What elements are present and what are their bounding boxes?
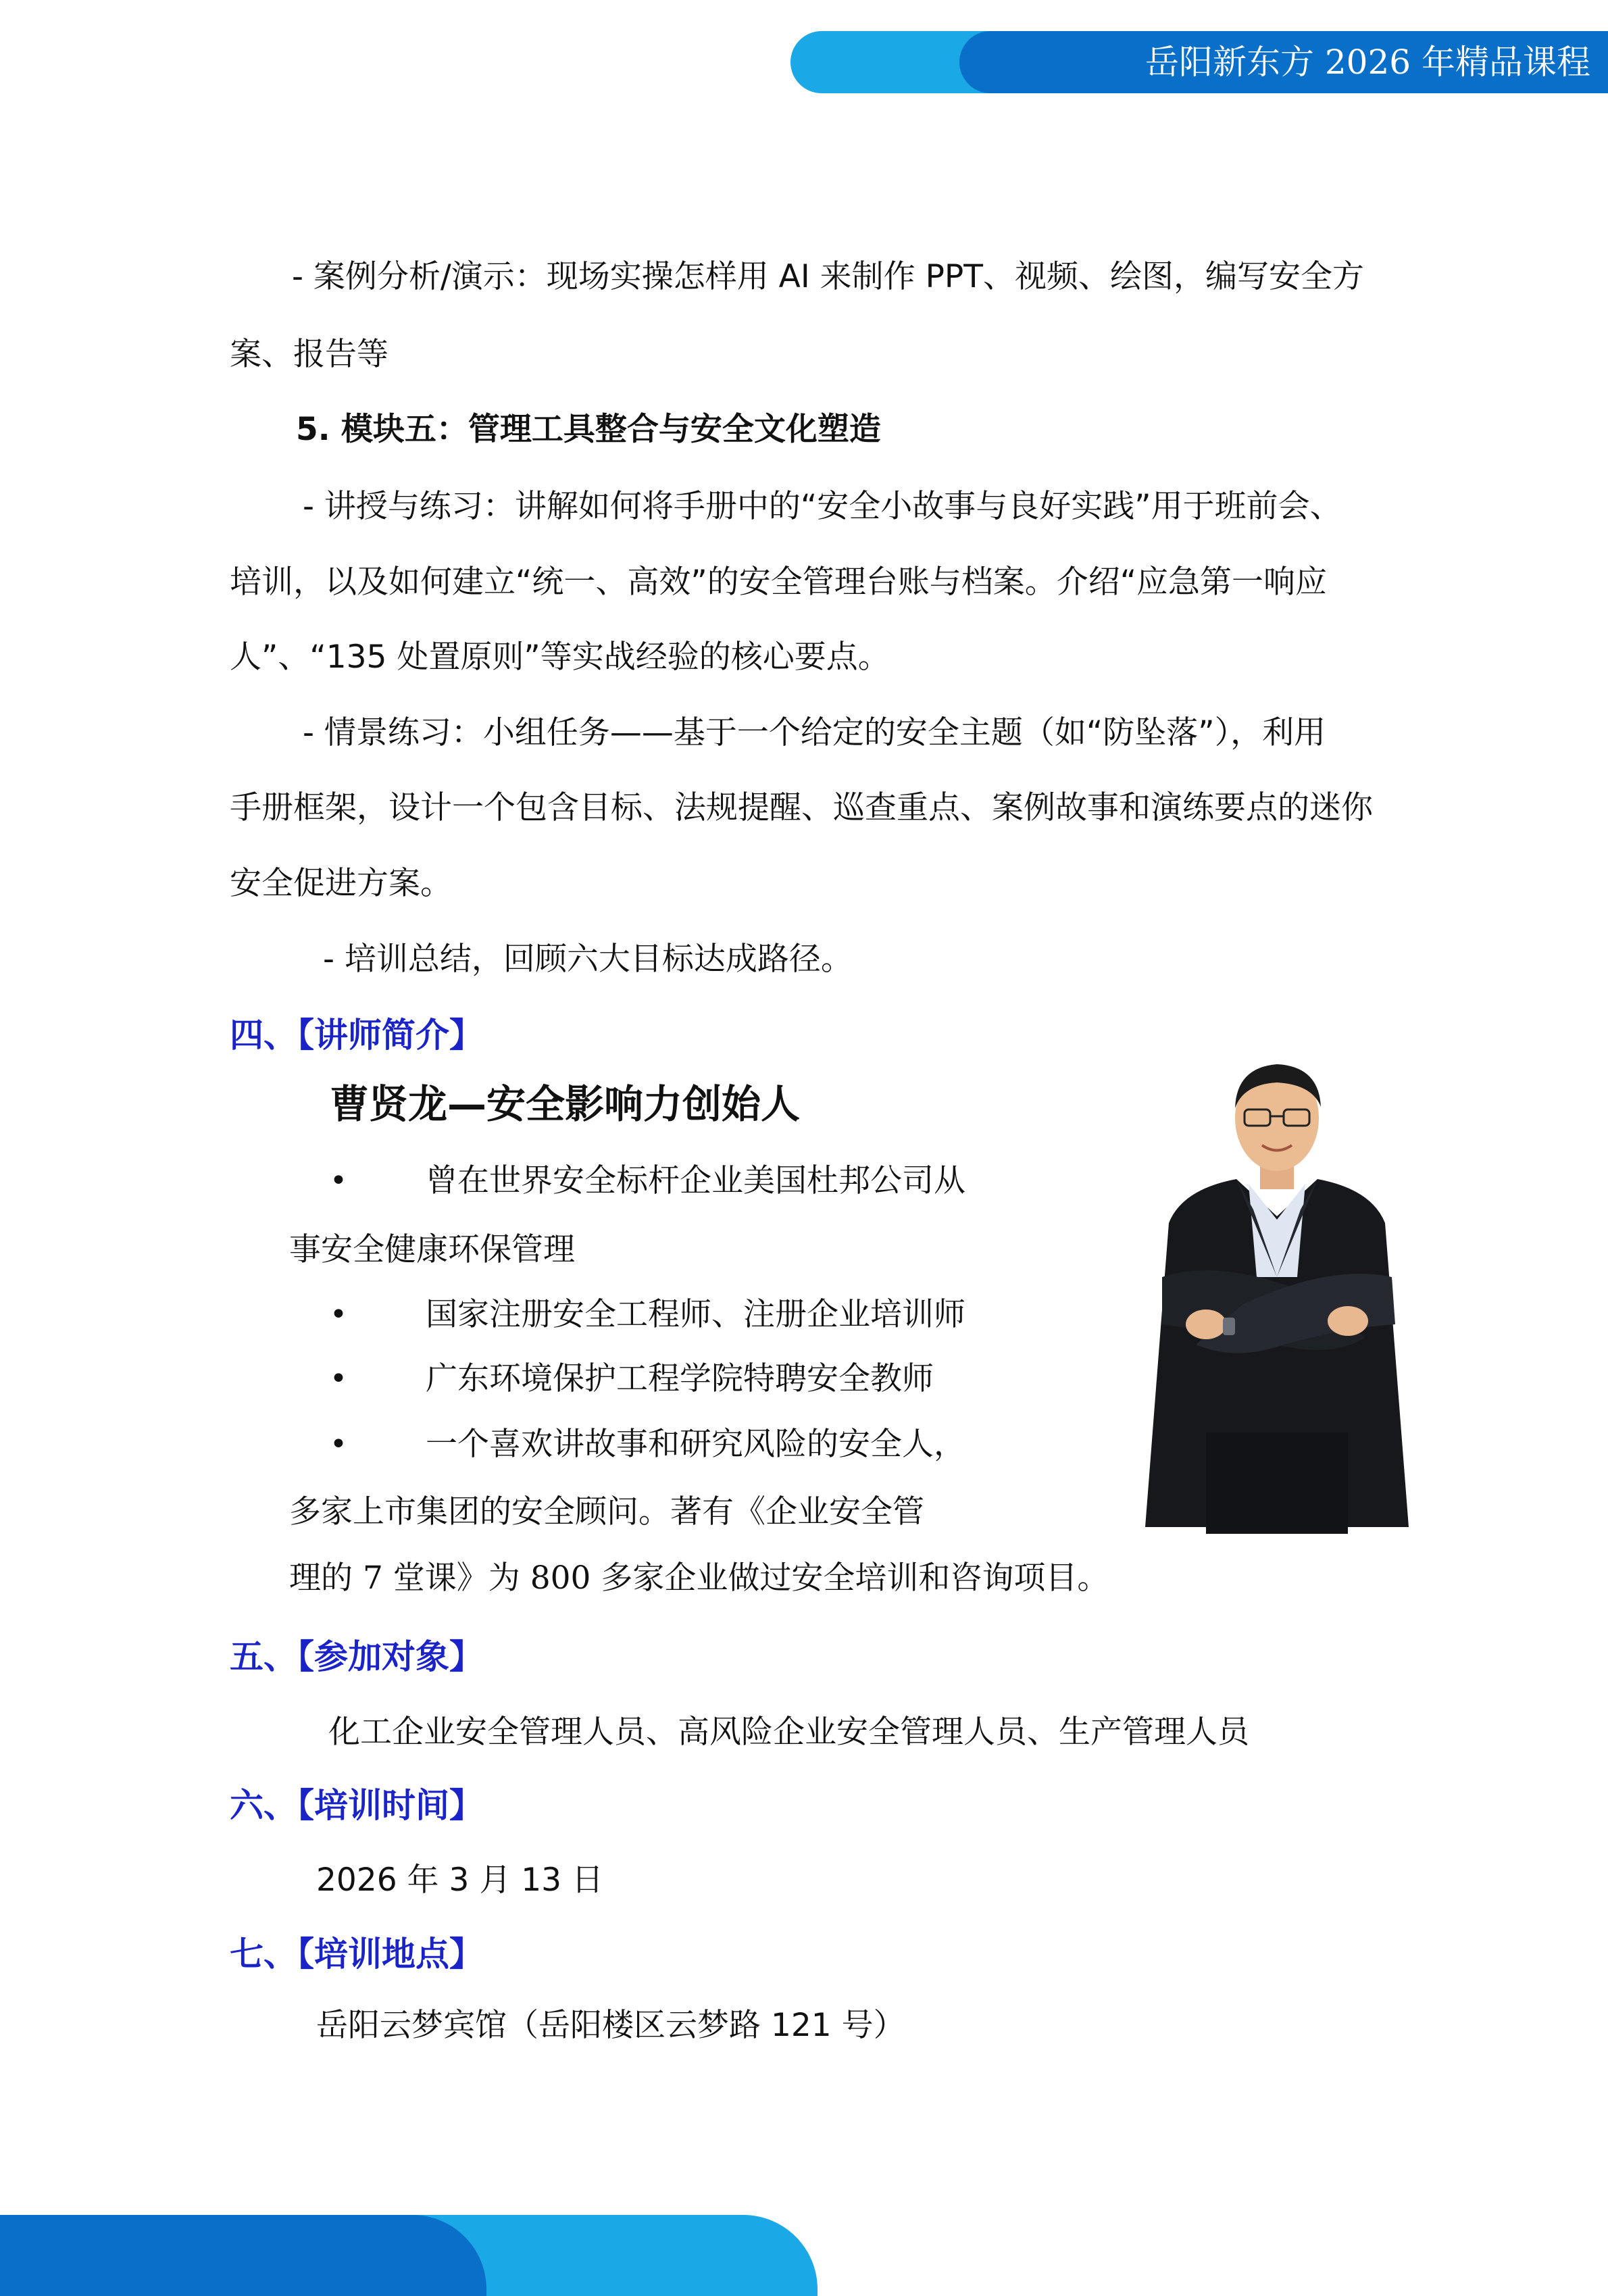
section-location-heading: 七、【培训地点】 <box>230 1934 483 1974</box>
location-text: 岳阳云梦宾馆（岳阳楼区云梦路 121 号） <box>316 2007 905 2044</box>
instructor-item3: 广东环境保护工程学院特聘安全教师 <box>426 1360 934 1397</box>
header-title: 岳阳新东方 2026 年精品课程 <box>1145 43 1590 82</box>
bullet-4: • <box>330 1427 347 1462</box>
instructor-item4-line3: 理的 7 堂课》为 800 多家企业做过安全培训和咨询项目。 <box>289 1559 1109 1597</box>
instructor-item1-line1: 曾在世界安全标杆企业美国杜邦公司从 <box>426 1162 965 1199</box>
case-line-2: 案、报告等 <box>230 336 388 373</box>
instructor-photo <box>1142 1054 1412 1534</box>
lecture-line-2: 培训，以及如何建立“统一、高效”的安全管理台账与档案。介绍“应急第一响应 <box>230 564 1328 601</box>
instructor-item1-line2: 事安全健康环保管理 <box>289 1231 575 1268</box>
section-time-heading: 六、【培训时间】 <box>230 1785 483 1825</box>
bullet-3: • <box>330 1362 347 1396</box>
bullet-2: • <box>330 1297 347 1332</box>
instructor-item2: 国家注册安全工程师、注册企业培训师 <box>426 1296 965 1333</box>
time-text: 2026 年 3 月 13 日 <box>316 1862 604 1899</box>
lecture-line-3: 人”、“135 处置原则”等实战经验的核心要点。 <box>230 639 890 676</box>
scenario-line-3: 安全促进方案。 <box>230 865 452 902</box>
summary-line: - 培训总结，回顾六大目标达成路径。 <box>323 941 853 978</box>
case-line-1: - 案例分析/演示：现场实操怎样用 AI 来制作 PPT、视频、绘图，编写安全方 <box>292 258 1364 295</box>
scenario-line-1: - 情景练习：小组任务——基于一个给定的安全主题（如“防坠落”），利用 <box>303 714 1326 751</box>
scenario-line-2: 手册框架，设计一个包含目标、法规提醒、巡查重点、案例故事和演练要点的迷你 <box>230 789 1373 826</box>
instructor-item4-line1: 一个喜欢讲故事和研究风险的安全人， <box>426 1426 965 1463</box>
section-instructor-heading: 四、【讲师简介】 <box>230 1015 483 1055</box>
footer-banner-dark <box>0 2215 486 2296</box>
lecture-line-1: - 讲授与练习：讲解如何将手册中的“安全小故事与良好实践”用于班前会、 <box>303 488 1342 525</box>
instructor-item4-line2: 多家上市集团的安全顾问。著有《企业安全管 <box>289 1493 924 1530</box>
audience-text: 化工企业安全管理人员、高风险企业安全管理人员、生产管理人员 <box>328 1714 1249 1751</box>
instructor-name: 曹贤龙—安全影响力创始人 <box>330 1081 801 1127</box>
section-audience-heading: 五、【参加对象】 <box>230 1637 483 1676</box>
module5-title: 5. 模块五：管理工具整合与安全文化塑造 <box>296 411 881 448</box>
bullet-1: • <box>330 1164 347 1198</box>
